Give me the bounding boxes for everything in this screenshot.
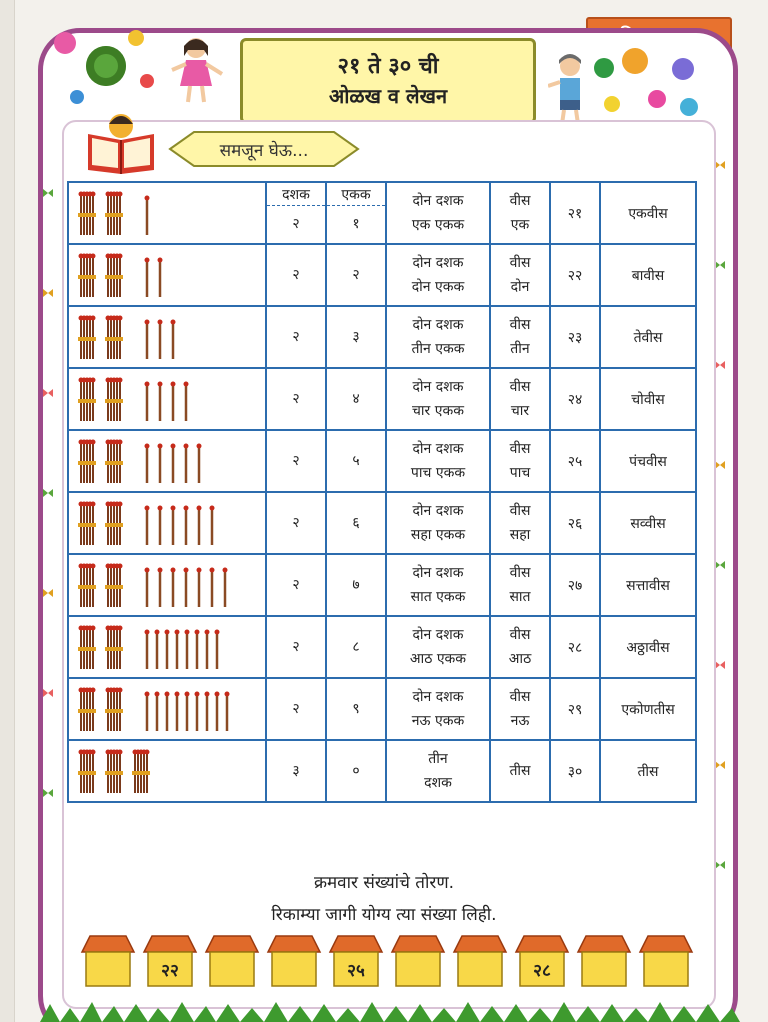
description-line: दोन दशक bbox=[412, 317, 464, 333]
matchstick-bundle bbox=[78, 378, 96, 422]
description-cell bbox=[386, 678, 490, 740]
matchstick-cell bbox=[68, 554, 266, 616]
decor-dot bbox=[86, 46, 126, 86]
decor-dot bbox=[680, 98, 698, 116]
matchstick-illustration bbox=[69, 617, 259, 673]
description-cell bbox=[386, 182, 490, 244]
subtitle-tag bbox=[168, 130, 360, 168]
tens-value: २ bbox=[292, 639, 300, 655]
words-cell bbox=[490, 244, 550, 306]
matchstick-bundle bbox=[78, 626, 96, 670]
tens-cell bbox=[266, 368, 326, 430]
tens-cell bbox=[266, 554, 326, 616]
words-line: सहा bbox=[509, 527, 531, 543]
ones-value: ६ bbox=[352, 515, 360, 531]
ones-value: ४ bbox=[352, 391, 360, 407]
tens-value: २ bbox=[292, 701, 300, 717]
decor-dot bbox=[648, 90, 666, 108]
house-number: २५ bbox=[347, 961, 365, 981]
description-line: दशक bbox=[424, 775, 452, 791]
house-number: २२ bbox=[161, 961, 179, 981]
instruction-line-2: रिकाम्या जागी योग्य त्या संख्या लिही. bbox=[271, 905, 497, 925]
ones-cell bbox=[326, 182, 386, 244]
house-box-blank[interactable] bbox=[638, 932, 694, 992]
matchstick-illustration bbox=[69, 307, 259, 363]
matchstick-bundle bbox=[78, 564, 96, 608]
house-box-blank[interactable] bbox=[204, 932, 260, 992]
tens-value: २ bbox=[292, 515, 300, 531]
tens-cell bbox=[266, 678, 326, 740]
name-cell: सत्तावीस bbox=[600, 554, 696, 616]
title-line-2: ओळख व लेखन bbox=[328, 84, 448, 108]
matchstick-cell bbox=[68, 616, 266, 678]
name-cell: सव्वीस bbox=[600, 492, 696, 554]
description-cell bbox=[386, 554, 490, 616]
words-cell bbox=[490, 306, 550, 368]
number-cell: २१ bbox=[550, 182, 600, 244]
matchstick-cell bbox=[68, 740, 266, 802]
matchstick-bundle bbox=[132, 750, 150, 794]
description-cell bbox=[386, 492, 490, 554]
description-line: दोन दशक bbox=[412, 379, 464, 395]
ones-cell bbox=[326, 368, 386, 430]
matchstick-bundle bbox=[105, 502, 123, 546]
tens-value: २ bbox=[292, 215, 300, 232]
tens-cell bbox=[266, 492, 326, 554]
words-line: पाच bbox=[509, 465, 531, 481]
matchstick-cell bbox=[68, 430, 266, 492]
tens-value: २ bbox=[292, 391, 300, 407]
house-box-filled bbox=[328, 932, 384, 992]
butterfly-icon bbox=[42, 288, 54, 298]
description-line: पाच एकक bbox=[410, 465, 466, 481]
description-line: एक एकक bbox=[411, 217, 465, 233]
decor-dot bbox=[128, 30, 144, 46]
instruction-line-1: क्रमवार संख्यांचे तोरण. bbox=[313, 873, 455, 893]
name-cell: पंचवीस bbox=[600, 430, 696, 492]
table-row bbox=[68, 368, 696, 430]
number-cell: २५ bbox=[550, 430, 600, 492]
description-line: दोन एकक bbox=[411, 279, 465, 295]
matchstick-cell bbox=[68, 306, 266, 368]
matchstick-illustration bbox=[69, 369, 259, 425]
description-cell bbox=[386, 368, 490, 430]
matchstick-bundle bbox=[105, 254, 123, 298]
matchstick-bundle bbox=[105, 626, 123, 670]
words-line: चार bbox=[510, 403, 530, 419]
number-cell: २३ bbox=[550, 306, 600, 368]
house-box-filled bbox=[514, 932, 570, 992]
table-row bbox=[68, 244, 696, 306]
number-cell: २४ bbox=[550, 368, 600, 430]
words-line: वीस bbox=[509, 503, 531, 519]
ones-value: ९ bbox=[352, 701, 360, 717]
words-line: वीस bbox=[509, 379, 531, 395]
matchstick-bundle bbox=[78, 502, 96, 546]
subtitle-text: समजून घेऊ... bbox=[219, 140, 309, 161]
ones-cell bbox=[326, 492, 386, 554]
tens-value: २ bbox=[292, 267, 300, 283]
decor-dot bbox=[672, 58, 694, 80]
words-cell bbox=[490, 430, 550, 492]
table-row bbox=[68, 678, 696, 740]
description-line: दोन दशक bbox=[412, 503, 464, 519]
name-cell: एकवीस bbox=[600, 182, 696, 244]
decor-dot bbox=[54, 32, 76, 54]
description-line: दोन दशक bbox=[412, 565, 464, 581]
name-cell: अठ्ठावीस bbox=[600, 616, 696, 678]
tens-value: २ bbox=[292, 453, 300, 469]
ones-value: १ bbox=[352, 215, 360, 232]
description-line: दोन दशक bbox=[412, 627, 464, 643]
butterfly-icon bbox=[42, 588, 54, 598]
ones-value: ० bbox=[352, 763, 360, 779]
words-cell bbox=[490, 492, 550, 554]
words-cell bbox=[490, 368, 550, 430]
tens-value: २ bbox=[292, 577, 300, 593]
reading-book-icon bbox=[84, 112, 158, 174]
matchstick-bundle bbox=[78, 688, 96, 732]
matchstick-bundle bbox=[105, 378, 123, 422]
previous-page-edge bbox=[0, 0, 15, 1022]
words-line: तीस bbox=[509, 763, 531, 779]
description-line: नऊ एकक bbox=[411, 713, 465, 729]
matchstick-illustration bbox=[69, 679, 259, 735]
table-row bbox=[68, 616, 696, 678]
house-box-filled bbox=[142, 932, 198, 992]
words-cell bbox=[490, 740, 550, 802]
words-line: तीन bbox=[510, 341, 530, 357]
number-cell: २२ bbox=[550, 244, 600, 306]
ones-cell bbox=[326, 244, 386, 306]
matchstick-cell bbox=[68, 678, 266, 740]
ones-cell bbox=[326, 430, 386, 492]
numbers-table bbox=[67, 181, 697, 803]
ones-value: ७ bbox=[352, 577, 360, 593]
butterfly-icon bbox=[42, 488, 54, 498]
tens-cell bbox=[266, 306, 326, 368]
boy-illustration bbox=[548, 52, 594, 126]
description-line: दोन दशक bbox=[412, 193, 464, 209]
description-line: दोन दशक bbox=[412, 689, 464, 705]
number-cell: २८ bbox=[550, 616, 600, 678]
ones-value: २ bbox=[352, 267, 360, 283]
matchstick-illustration bbox=[69, 431, 259, 487]
matchstick-cell bbox=[68, 244, 266, 306]
name-cell: तेवीस bbox=[600, 306, 696, 368]
butterfly-icon bbox=[42, 388, 54, 398]
words-line: वीस bbox=[509, 627, 531, 643]
decor-dot bbox=[604, 96, 620, 112]
house-box-blank[interactable] bbox=[390, 932, 446, 992]
matchstick-bundle bbox=[78, 316, 96, 360]
description-line: सहा एकक bbox=[410, 527, 466, 543]
words-cell bbox=[490, 554, 550, 616]
words-line: वीस bbox=[509, 565, 531, 581]
tens-value: ३ bbox=[292, 763, 300, 779]
table-row bbox=[68, 430, 696, 492]
description-line: तीन एकक bbox=[411, 341, 465, 357]
matchstick-bundle bbox=[78, 440, 96, 484]
table-row bbox=[68, 554, 696, 616]
tens-value: २ bbox=[292, 329, 300, 345]
description-line: तीन bbox=[428, 751, 448, 767]
decor-dot bbox=[70, 90, 84, 104]
matchstick-bundle bbox=[105, 440, 123, 484]
matchstick-bundle bbox=[105, 750, 123, 794]
words-line: वीस bbox=[509, 193, 531, 209]
description-cell bbox=[386, 244, 490, 306]
matchstick-illustration bbox=[69, 183, 259, 239]
description-line: सात एकक bbox=[410, 589, 466, 605]
ones-header: एकक bbox=[327, 185, 385, 206]
decor-dot bbox=[594, 58, 614, 78]
tens-cell bbox=[266, 182, 326, 244]
matchstick-bundle bbox=[105, 688, 123, 732]
tens-cell bbox=[266, 740, 326, 802]
house-box-blank[interactable] bbox=[576, 932, 632, 992]
butterfly-icon bbox=[42, 788, 54, 798]
house-box-blank[interactable] bbox=[80, 932, 136, 992]
table-row bbox=[68, 182, 696, 244]
name-cell: बावीस bbox=[600, 244, 696, 306]
words-line: सात bbox=[509, 589, 531, 605]
words-cell bbox=[490, 182, 550, 244]
description-cell bbox=[386, 740, 490, 802]
table-row bbox=[68, 306, 696, 368]
words-line: वीस bbox=[509, 689, 531, 705]
ones-value: ३ bbox=[352, 329, 360, 345]
house-box-blank[interactable] bbox=[452, 932, 508, 992]
ones-cell bbox=[326, 306, 386, 368]
matchstick-cell bbox=[68, 492, 266, 554]
words-line: नऊ bbox=[510, 713, 530, 729]
matchstick-bundle bbox=[105, 564, 123, 608]
words-line: वीस bbox=[509, 317, 531, 333]
number-garland bbox=[80, 932, 700, 1000]
number-cell: २७ bbox=[550, 554, 600, 616]
matchstick-illustration bbox=[69, 493, 259, 549]
ones-cell bbox=[326, 616, 386, 678]
title-line-1: २१ ते ३० ची bbox=[337, 54, 439, 79]
matchstick-cell bbox=[68, 182, 266, 244]
words-line: दोन bbox=[510, 279, 530, 295]
decor-dot bbox=[622, 48, 648, 74]
description-cell bbox=[386, 306, 490, 368]
description-line: चार एकक bbox=[412, 403, 464, 419]
matchstick-bundle bbox=[105, 192, 123, 236]
butterfly-icon bbox=[42, 688, 54, 698]
ones-value: ८ bbox=[352, 639, 360, 655]
description-line: दोन दशक bbox=[412, 441, 464, 457]
words-line: वीस bbox=[509, 255, 531, 271]
matchstick-bundle bbox=[78, 192, 96, 236]
tens-cell bbox=[266, 616, 326, 678]
words-line: वीस bbox=[509, 441, 531, 457]
description-cell bbox=[386, 616, 490, 678]
matchstick-illustration bbox=[69, 245, 259, 301]
description-line: दोन दशक bbox=[412, 255, 464, 271]
tens-cell bbox=[266, 244, 326, 306]
matchstick-bundle bbox=[78, 750, 96, 794]
house-number: २८ bbox=[533, 961, 551, 981]
ones-cell bbox=[326, 554, 386, 616]
words-cell bbox=[490, 678, 550, 740]
description-cell bbox=[386, 430, 490, 492]
table-row bbox=[68, 492, 696, 554]
matchstick-illustration bbox=[69, 741, 259, 797]
name-cell: चोवीस bbox=[600, 368, 696, 430]
tens-cell bbox=[266, 430, 326, 492]
ones-cell bbox=[326, 678, 386, 740]
girl-illustration bbox=[168, 34, 224, 106]
table-row bbox=[68, 740, 696, 802]
house-box-blank[interactable] bbox=[266, 932, 322, 992]
title-banner bbox=[240, 38, 536, 124]
butterfly-icon bbox=[42, 188, 54, 198]
matchstick-illustration bbox=[69, 555, 259, 611]
number-cell: ३० bbox=[550, 740, 600, 802]
matchstick-bundle bbox=[78, 254, 96, 298]
matchstick-bundle bbox=[105, 316, 123, 360]
matchstick-cell bbox=[68, 368, 266, 430]
words-cell bbox=[490, 616, 550, 678]
name-cell: तीस bbox=[600, 740, 696, 802]
description-line: आठ एकक bbox=[409, 651, 467, 667]
words-line: आठ bbox=[508, 651, 532, 667]
ones-value: ५ bbox=[352, 453, 360, 469]
number-cell: २६ bbox=[550, 492, 600, 554]
tens-header: दशक bbox=[267, 185, 325, 206]
words-line: एक bbox=[510, 217, 530, 233]
grass-decoration bbox=[40, 1000, 740, 1022]
name-cell: एकोणतीस bbox=[600, 678, 696, 740]
number-cell: २९ bbox=[550, 678, 600, 740]
decor-dot bbox=[140, 74, 154, 88]
ones-cell bbox=[326, 740, 386, 802]
